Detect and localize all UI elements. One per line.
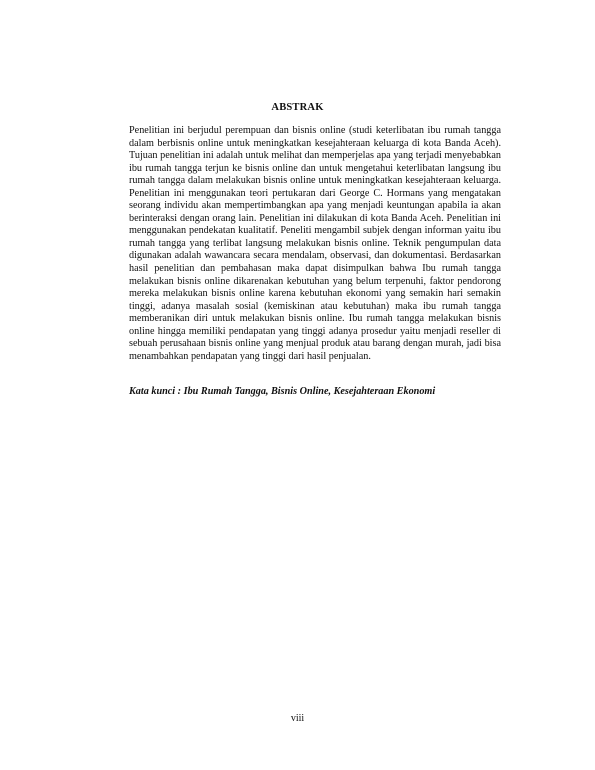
abstract-title: ABSTRAK	[271, 102, 324, 113]
abstract-body: Penelitian ini berjudul perempuan dan bisnis online (studi keterlibatan ibu rumah tangga dalam berbisnis online untuk meningkatkan kesejahteraan keluarga di kota Banda Aceh). Tujuan penelitian ini adalah untuk melihat dan memperjelas apa yang terjadi menyebabkan ibu rumah tangga terjun ke bisnis online dan untuk mengetahui keterlibatan langsung ibu rumah tangga dalam melakukan bisnis online untuk meningkatkan kesejahteraan keluarga. Penelitian ini menggunakan teori pertukaran dari George C. Hormans yang mengatakan seorang individu akan mempertimbangkan apa yang menjadi keuntungan apabila ia akan berinteraksi dengan orang lain. Penelitian ini dilakukan di kota Banda Aceh. Penelitian ini menggunakan pendekatan kualitatif. Peneliti mengambil subjek dengan informan yaitu ibu rumah tangga yang terlibat langsung melakukan bisnis online. Teknik pengumpulan data digunakan adalah wawancara secara mendalam, observasi, dan dokumentasi. Berdasarkan hasil penelitian dan pembahasan maka dapat disimpulkan bahwa Ibu rumah tangga melakukan bisnis online dikarenakan kebutuhan yang belum terpenuhi, faktor pendorong mereka melakukan bisnis online karena kebutuhan ekonomi yang semakin hari semakin tinggi, adanya masalah sosial (kemiskinan atau kebutuhan) maka ibu rumah tangga memberanikan diri untuk melakukan bisnis online. Ibu rumah tangga melakukan bisnis online hingga memiliki pendapatan yang tinggi adanya prosedur yaitu menjadi reseller di sebuah perusahaan bisnis online yang menjual produk atau barang dengan murah, jadi bisa menambahkan pendapatan yang tinggi dari hasil penjualan.	[129, 125, 501, 362]
keywords-line: Kata kunci : Ibu Rumah Tangga, Bisnis Online, Kesejahteraan Ekonomi	[129, 386, 436, 397]
page-number: viii	[290, 713, 305, 724]
